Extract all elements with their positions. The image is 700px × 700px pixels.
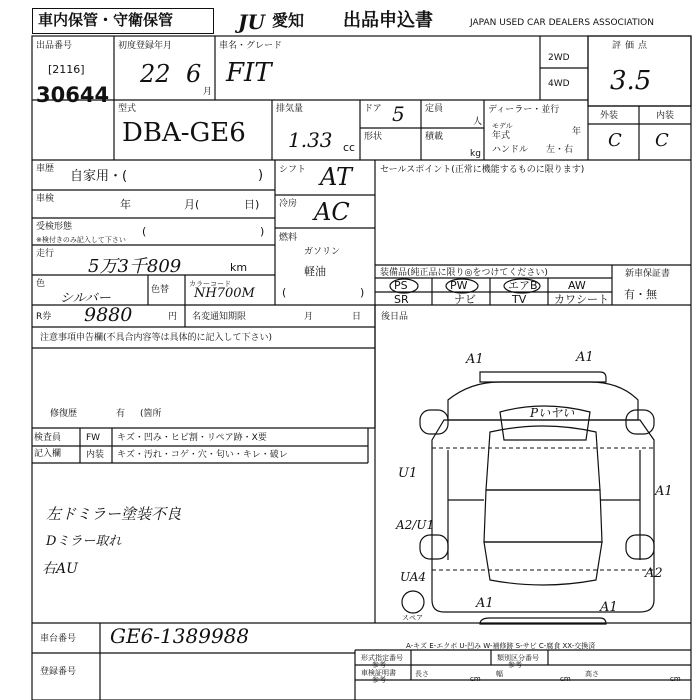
name-change-month: 月 bbox=[304, 312, 314, 322]
recycle-unit: 円 bbox=[168, 312, 178, 322]
cert-type-label: 形式指定番号 bbox=[361, 654, 403, 662]
dealer-year-unit: 年 bbox=[572, 127, 582, 137]
doors-label: ドア bbox=[364, 104, 382, 114]
color-change-label: 色替 bbox=[151, 285, 170, 295]
load-unit: kg bbox=[470, 149, 481, 159]
chassis-label: 車台番号 bbox=[40, 634, 77, 644]
handwritten-note-3: 右AU bbox=[42, 561, 78, 577]
load-label: 積載 bbox=[425, 132, 444, 142]
score-value: 3.5 bbox=[610, 66, 652, 96]
prev-form-close: ) bbox=[260, 225, 265, 238]
capacity-unit: 人 bbox=[473, 117, 483, 127]
color-value: シルバー bbox=[60, 291, 111, 306]
inspector-label-1: 検査員 bbox=[34, 433, 62, 443]
equip-sr: SR bbox=[394, 293, 409, 306]
prev-form-note: ※検付きのみ記入して下さい bbox=[36, 236, 126, 244]
registration-month-suffix: 月 bbox=[203, 87, 213, 97]
cert-width: 幅 bbox=[496, 670, 503, 678]
cert-length-unit: cm bbox=[470, 675, 481, 683]
color-code: NH700M bbox=[194, 286, 255, 301]
name-change-day: 日 bbox=[352, 312, 362, 322]
ju-logo: JU bbox=[238, 10, 265, 34]
recycle-value: 9880 bbox=[84, 304, 133, 326]
color-label: 色 bbox=[36, 279, 46, 289]
new-warranty-options: 有・無 bbox=[624, 288, 657, 301]
notes-label: 注意事項申告欄(不具合内容等は具体的に記入して下さい) bbox=[40, 333, 273, 343]
equip-ps: PS bbox=[394, 279, 408, 292]
mileage-value: 5万3千809 bbox=[88, 256, 182, 277]
mark-right-door: A1 bbox=[655, 484, 673, 499]
dealer-year-label: 年式 bbox=[492, 131, 511, 141]
exterior-score: C bbox=[608, 130, 622, 151]
score-label: 評価点 bbox=[612, 41, 652, 51]
lot-label: 出品番号 bbox=[36, 41, 73, 51]
inspector-label-2: 記入欄 bbox=[34, 449, 62, 459]
reg-number-label: 登録番号 bbox=[40, 667, 77, 677]
form-title: 出品申込書 bbox=[343, 10, 433, 31]
fuel-close: ) bbox=[360, 286, 365, 299]
mark-bonnet: Pいヤい bbox=[530, 406, 575, 420]
repair-value: 有 bbox=[116, 409, 126, 419]
lot-code: [2116] bbox=[48, 63, 85, 76]
model-value: DBA-GE6 bbox=[122, 118, 246, 148]
damage-legend: A-キズ E-エクボ U-凹み W-補修跡 S-サビ C-腐食 XX-交換済 bbox=[406, 642, 596, 650]
cert-length: 長さ bbox=[415, 670, 429, 678]
handle-options: 左・右 bbox=[546, 145, 574, 155]
mark-front-right: A1 bbox=[576, 350, 594, 365]
inspection-year: 年 bbox=[120, 198, 131, 211]
color-code-label: カラーコード bbox=[189, 280, 231, 288]
equip-airbag: エアB bbox=[508, 279, 538, 292]
displacement-unit: cc bbox=[343, 141, 356, 154]
dealer-model-label: モデル bbox=[492, 122, 513, 130]
spare-label: スペア bbox=[402, 614, 423, 622]
equip-pw: PW bbox=[450, 279, 468, 292]
displacement-value: 1.33 bbox=[288, 128, 333, 152]
inspection-label: 車検 bbox=[36, 194, 55, 204]
storage-title: 車内保管・守衛保管 bbox=[38, 11, 174, 29]
cert-class-label: 類別区分番号 bbox=[497, 654, 539, 662]
equip-tv: TV bbox=[512, 293, 527, 306]
mark-left-lower: UA4 bbox=[400, 570, 427, 584]
mileage-unit: km bbox=[230, 261, 248, 274]
interior-label: 内装 bbox=[656, 111, 675, 121]
registration-label: 初度登録年月 bbox=[118, 41, 173, 51]
shape-label: 形状 bbox=[364, 132, 383, 142]
model-label: 型式 bbox=[118, 104, 137, 114]
fuel-label: 燃料 bbox=[279, 233, 298, 243]
drive-4wd: 4WD bbox=[548, 79, 570, 89]
cert-class-ref: 参考 bbox=[508, 661, 522, 669]
inspection-day: 日) bbox=[244, 198, 260, 211]
inspection-month: 月( bbox=[184, 198, 200, 211]
equip-seat: カワシート bbox=[554, 293, 609, 306]
repair-location: (箇所 bbox=[140, 409, 162, 419]
cert-height: 高さ bbox=[585, 670, 599, 678]
logo-suffix: 愛知 bbox=[272, 11, 305, 30]
lot-number: 30644 bbox=[36, 83, 110, 107]
handle-label: ハンドル bbox=[492, 145, 529, 155]
car-name-label: 車名・グレード bbox=[219, 41, 283, 51]
fuel-open: ( bbox=[282, 286, 287, 299]
doors-value: 5 bbox=[392, 102, 405, 126]
cert-ref: 参考 bbox=[372, 676, 386, 684]
aircon-value: AC bbox=[314, 198, 350, 226]
interior-score: C bbox=[655, 130, 669, 151]
history-close: ) bbox=[258, 168, 264, 183]
mark-front-left: A1 bbox=[466, 352, 484, 367]
rear-label: 後日品 bbox=[381, 312, 409, 322]
new-warranty-label: 新車保証書 bbox=[625, 269, 671, 279]
name-change-label: 名変通知期限 bbox=[192, 312, 247, 322]
sales-point-label: セールスポイント(正常に機能するものに限ります) bbox=[380, 165, 585, 175]
registration-year: 22 bbox=[140, 60, 171, 88]
shift-label: シフト bbox=[279, 165, 307, 175]
inspector-row1: キズ・凹み・ヒビ割・リペア跡・X要 bbox=[117, 433, 267, 443]
mark-left-side: U1 bbox=[398, 466, 418, 481]
inspector-row2-title: 内装 bbox=[86, 450, 105, 460]
aircon-label: 冷房 bbox=[279, 199, 298, 209]
handwritten-note-1: 左ドミラー塗装不良 bbox=[46, 505, 182, 523]
fuel-diesel: 軽油 bbox=[304, 265, 326, 278]
equipment-label: 装備品(純正品に限り◎をつけてください) bbox=[380, 268, 548, 278]
mark-rear-right: A1 bbox=[600, 600, 618, 615]
handwritten-note-2: Dミラー取れ bbox=[46, 534, 122, 549]
dealer-label: ディーラー・並行 bbox=[488, 105, 560, 115]
mark-right-rear: A2 bbox=[645, 566, 663, 581]
mark-rear-left: A1 bbox=[476, 596, 494, 611]
cert-label: 車検証明書 bbox=[361, 669, 396, 677]
displacement-label: 排気量 bbox=[276, 104, 304, 114]
repair-label: 修復歴 bbox=[50, 409, 78, 419]
equip-navi: ナビ bbox=[454, 293, 476, 306]
registration-month: 6 bbox=[186, 60, 202, 88]
fuel-gas: ガソリン bbox=[304, 247, 341, 257]
history-value: 自家用・( bbox=[70, 169, 128, 184]
equip-aw: AW bbox=[568, 279, 586, 292]
exterior-label: 外装 bbox=[600, 111, 619, 121]
car-name-value: FIT bbox=[226, 58, 272, 88]
cert-type-ref: 参考 bbox=[372, 661, 386, 669]
inspector-row2: キズ・汚れ・コゲ・穴・匂い・キレ・破レ bbox=[117, 450, 288, 460]
mileage-label: 走行 bbox=[36, 249, 55, 259]
mark-left-rear: A2/U1 bbox=[396, 518, 435, 532]
association-name: JAPAN USED CAR DEALERS ASSOCIATION bbox=[470, 18, 654, 28]
drive-2wd: 2WD bbox=[548, 53, 570, 63]
inspector-row1-title: FW bbox=[86, 433, 101, 443]
history-label: 車歴 bbox=[36, 164, 55, 174]
chassis-value: GE6-1389988 bbox=[110, 624, 250, 648]
shift-value: AT bbox=[320, 163, 353, 191]
cert-width-unit: cm bbox=[560, 675, 571, 683]
prev-form-open: ( bbox=[142, 225, 147, 238]
capacity-label: 定員 bbox=[425, 104, 444, 114]
recycle-label: R券 bbox=[36, 312, 52, 322]
car-diagram bbox=[402, 372, 654, 624]
prev-form-label: 受検形態 bbox=[36, 222, 73, 232]
cert-height-unit: cm bbox=[670, 675, 681, 683]
